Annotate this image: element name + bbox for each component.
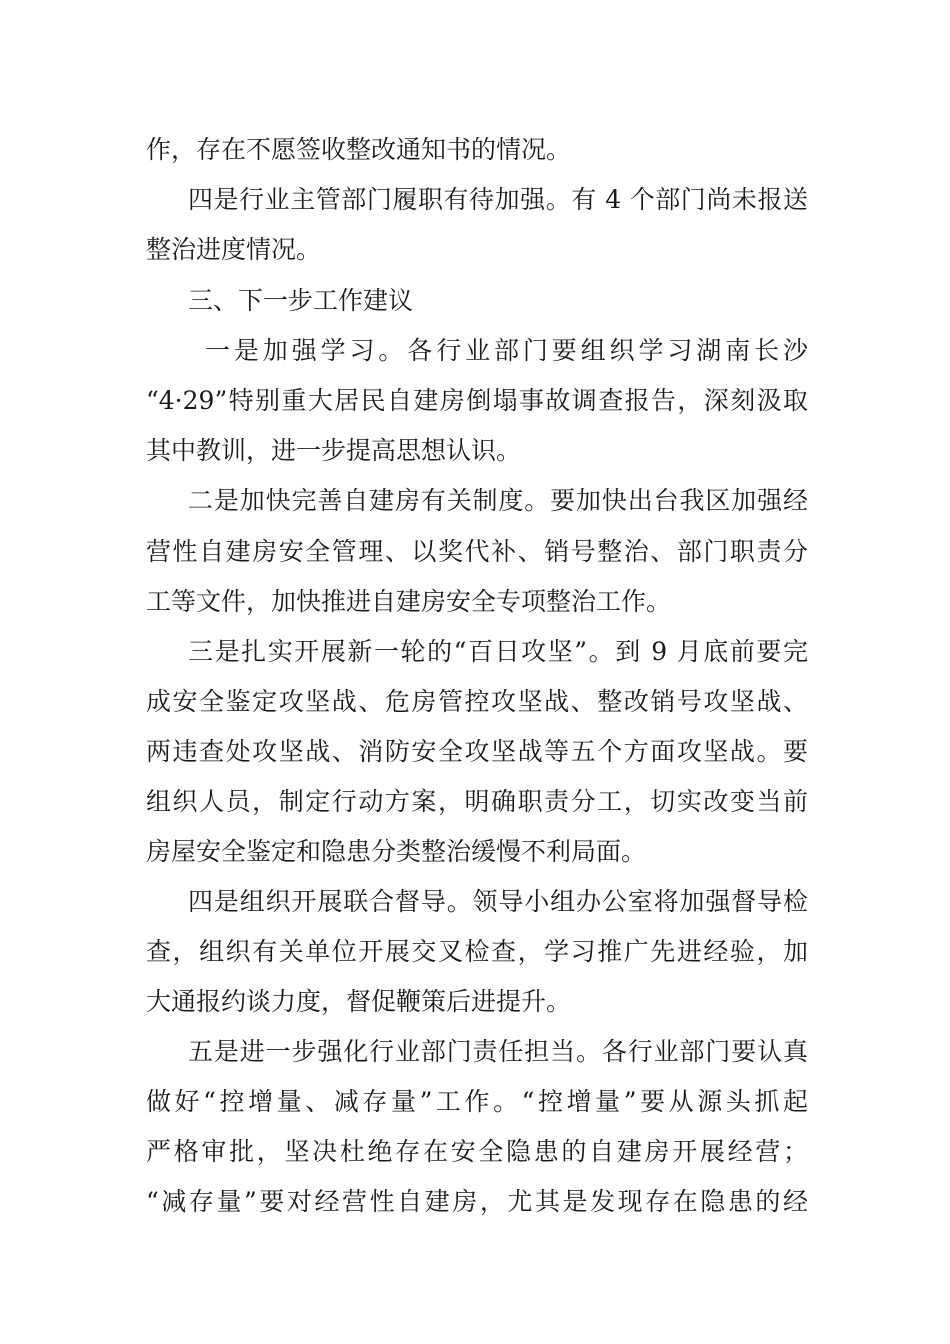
text-line: 房屋安全鉴定和隐患分类整治缓慢不利局面。 bbox=[146, 837, 647, 866]
text-line: “减存量”要对经营性自建房，尤其是发现存在隐患的经 bbox=[146, 1187, 808, 1216]
text-line: 严格审批，坚决杜绝存在安全隐患的自建房开展经营； bbox=[146, 1137, 808, 1166]
text-line: 一是加强学习。各行业部门要组织学习湖南长沙 bbox=[205, 336, 808, 365]
section-heading: 三、下一步工作建议 bbox=[188, 286, 414, 315]
text-line: 五是进一步强化行业部门责任担当。各行业部门要认真 bbox=[188, 1037, 808, 1066]
text-line: 营性自建房安全管理、以奖代补、销号整治、部门职责分 bbox=[146, 537, 808, 566]
text-line: 整治进度情况。 bbox=[146, 235, 322, 264]
text-line: 作，存在不愿签收整改通知书的情况。 bbox=[146, 135, 572, 164]
text-line: 两违查处攻坚战、消防安全攻坚战等五个方面攻坚战。要 bbox=[146, 737, 808, 766]
text-line: 四是行业主管部门履职有待加强。有 4 个部门尚未报送 bbox=[188, 185, 808, 214]
text-line: 组织人员，制定行动方案，明确职责分工，切实改变当前 bbox=[146, 787, 808, 816]
text-line: 二是加快完善自建房有关制度。要加快出台我区加强经 bbox=[188, 486, 808, 515]
text-line: 工等文件，加快推进自建房安全专项整治工作。 bbox=[146, 587, 672, 616]
text-line: 其中教训，进一步提高思想认识。 bbox=[146, 436, 522, 465]
text-line: “4·29”特别重大居民自建房倒塌事故调查报告，深刻汲取 bbox=[146, 386, 808, 415]
text-line: 四是组织开展联合督导。领导小组办公室将加强督导检 bbox=[188, 887, 808, 916]
text-line: 做好“控增量、减存量”工作。“控增量”要从源头抓起 bbox=[146, 1087, 808, 1116]
text-line: 三是扎实开展新一轮的“百日攻坚”。到 9 月底前要完 bbox=[188, 637, 808, 666]
text-line: 成安全鉴定攻坚战、危房管控攻坚战、整改销号攻坚战、 bbox=[146, 687, 808, 716]
text-line: 大通报约谈力度，督促鞭策后进提升。 bbox=[146, 987, 572, 1016]
text-line: 查，组织有关单位开展交叉检查，学习推广先进经验，加 bbox=[146, 937, 808, 966]
